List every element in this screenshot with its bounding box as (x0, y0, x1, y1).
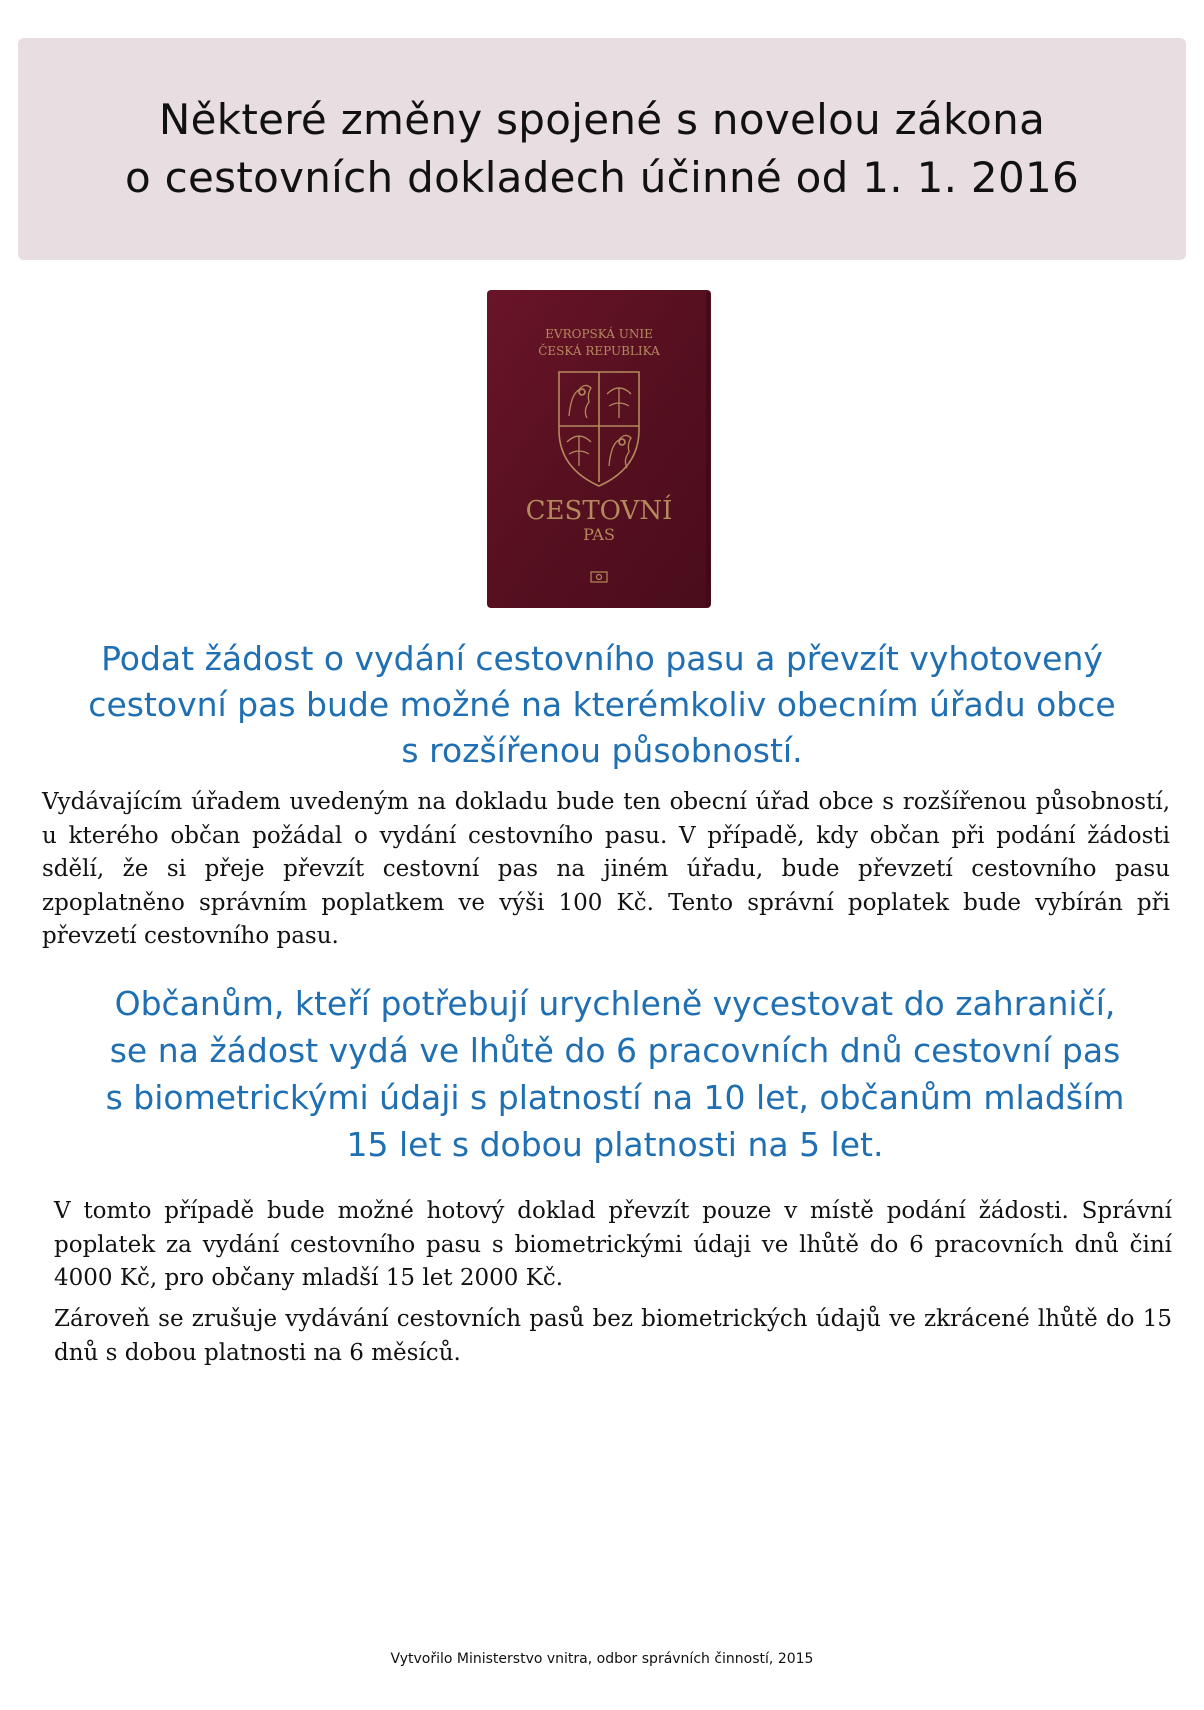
section2-heading-line-2: se na žádost vydá ve lhůtě do 6 pracovních dnů cestovní pas (109, 1031, 1121, 1070)
section1-heading (20, 636, 1184, 774)
section1-body: Vydávajícím úřadem uvedeným na dokladu bude ten obecní úřad obce s rozšířenou působností, u kterého občan požádal o vydání cestovního pasu. V případě, kdy občan při podání žádosti sdělí, že si přeje převzít cestovní pas na jiném úřadu, bude převzetí cestovního pasu zpoplatněno správním poplatkem ve výši 100 Kč. Tento správní poplatek bude vybírán při převzetí cestovního pasu. (42, 789, 1170, 949)
section1-heading-line-2: cestovní pas bude možné na kterémkoliv obecním úřadu obce (88, 685, 1116, 724)
section2-heading-line-3: s biometrickými údaji s platností na 10 let, občanům mladším (105, 1078, 1125, 1117)
passport-text-pas: PAS (583, 525, 615, 544)
title-line-1: Některé změny spojené s novelou zákona (158, 95, 1046, 144)
section2-body-2: Zároveň se zrušuje vydávání cestovních pasů bez biometrických údajů ve zkrácené lhůtě do 15 dnů s dobou platnosti na 6 měsíců. (54, 1306, 1172, 1366)
section2-heading-line-1: Občanům, kteří potřebují urychleně vycestovat do zahraničí, (114, 984, 1116, 1023)
section1-heading-line-3: s rozšířenou působností. (401, 731, 803, 770)
section1-heading-line-1: Podat žádost o vydání cestovního pasu a převzít vyhotovený (101, 639, 1103, 678)
passport-text-cr: ČESKÁ REPUBLIKA (538, 344, 660, 358)
passport-image (487, 290, 711, 608)
passport-cover-graphic (487, 290, 711, 608)
section2-heading (40, 980, 1190, 1168)
section2-body-1: V tomto případě bude možné hotový doklad převzít pouze v místě podání žádosti. Správní poplatek za vydání cestovního pasu s biometrickými údaji ve lhůtě do 6 pracovních dnů činí 4000 Kč, pro občany mladší 15 let 2000 Kč. (54, 1198, 1172, 1291)
title-banner (18, 38, 1186, 260)
title-line-2: o cestovních dokladech účinné od 1. 1. 2016 (124, 153, 1080, 202)
passport-text-cestovni: CESTOVNÍ (525, 496, 673, 526)
passport-text-eu: EVROPSKÁ UNIE (545, 327, 653, 341)
section2-heading-line-4: 15 let s dobou platnosti na 5 let. (346, 1125, 884, 1164)
footer-credit: Vytvořilo Ministerstvo vnitra, odbor správních činností, 2015 (390, 1651, 814, 1667)
